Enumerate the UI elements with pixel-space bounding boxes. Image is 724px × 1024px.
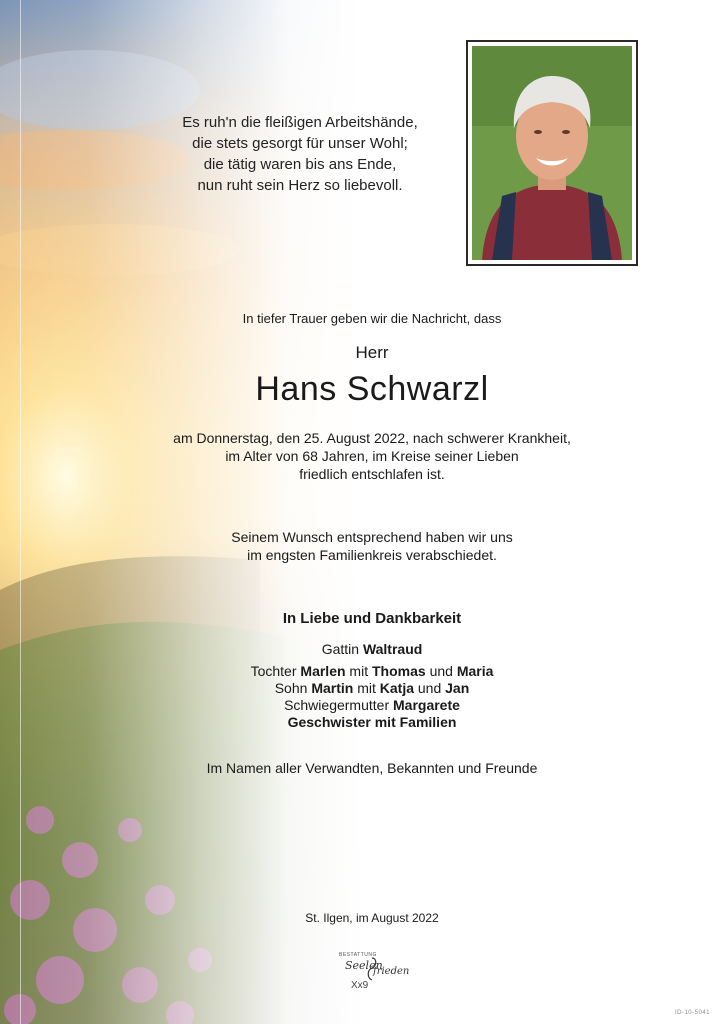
family-heading: In Liebe und Dankbarkeit bbox=[282, 610, 462, 627]
family-spouse bbox=[0, 641, 724, 658]
death-notice-line: im Alter von 68 Jahren, im Kreise seiner Lieben bbox=[225, 448, 519, 464]
death-notice bbox=[0, 429, 724, 483]
wish-line: im engsten Familienkreis verabschiedet. bbox=[247, 547, 497, 563]
deceased-name: Hans Schwarzl bbox=[255, 370, 489, 408]
funeral-home-logo bbox=[339, 952, 409, 996]
siblings-text: Geschwister mit Familien bbox=[287, 714, 457, 730]
person-name: Martin bbox=[311, 680, 354, 696]
place-date: St. Ilgen, im August 2022 bbox=[305, 911, 439, 925]
person-name: Jan bbox=[445, 680, 470, 696]
person-name: Waltraud bbox=[362, 641, 423, 657]
poem bbox=[150, 112, 450, 196]
connector: mit bbox=[349, 663, 369, 679]
border-line bbox=[20, 0, 21, 1024]
logo-top-text: BESTATTUNG bbox=[339, 952, 377, 958]
relation: Tochter bbox=[250, 663, 297, 679]
poem-line: Es ruh'n die fleißigen Arbeitshände, bbox=[182, 114, 418, 131]
person-name: Marlen bbox=[300, 663, 346, 679]
poem-line: die tätig waren bis ans Ende, bbox=[203, 156, 397, 173]
connector: und bbox=[429, 663, 453, 679]
portrait-photo bbox=[466, 40, 638, 266]
family-son bbox=[0, 680, 724, 697]
salutation: Herr bbox=[355, 343, 389, 362]
family-list bbox=[0, 641, 724, 731]
document-code: ID-10-5041 bbox=[674, 1010, 710, 1016]
poem-line: die stets gesorgt für unser Wohl; bbox=[192, 135, 408, 152]
logo-code: Xx9 bbox=[351, 980, 369, 991]
death-notice-line: am Donnerstag, den 25. August 2022, nach schwerer Krankheit, bbox=[173, 430, 571, 446]
poem-line: nun ruht sein Herz so liebevoll. bbox=[197, 177, 403, 194]
intro-text: In tiefer Trauer geben wir die Nachricht, dass bbox=[242, 311, 502, 326]
family-daughter bbox=[0, 663, 724, 680]
connector: mit bbox=[357, 680, 376, 696]
connector: und bbox=[417, 680, 442, 696]
closing-text: Im Namen aller Verwandten, Bekannten und Freunde bbox=[206, 760, 538, 776]
death-notice-line: friedlich entschlafen ist. bbox=[299, 466, 445, 482]
wish-notice bbox=[0, 528, 724, 564]
family-siblings bbox=[0, 714, 724, 731]
relation: Gattin bbox=[321, 641, 360, 657]
relation: Sohn bbox=[274, 680, 308, 696]
portrait-icon bbox=[472, 46, 632, 260]
logo-word: Seelen bbox=[345, 959, 383, 972]
person-name: Thomas bbox=[371, 663, 426, 679]
person-name: Maria bbox=[456, 663, 494, 679]
wish-line: Seinem Wunsch entsprechend haben wir uns bbox=[231, 529, 513, 545]
relation: Schwiegermutter bbox=[284, 697, 390, 713]
family-mother-in-law bbox=[0, 697, 724, 714]
logo-word: frieden bbox=[373, 966, 410, 977]
person-name: Katja bbox=[379, 680, 414, 696]
person-name: Margarete bbox=[393, 697, 460, 713]
